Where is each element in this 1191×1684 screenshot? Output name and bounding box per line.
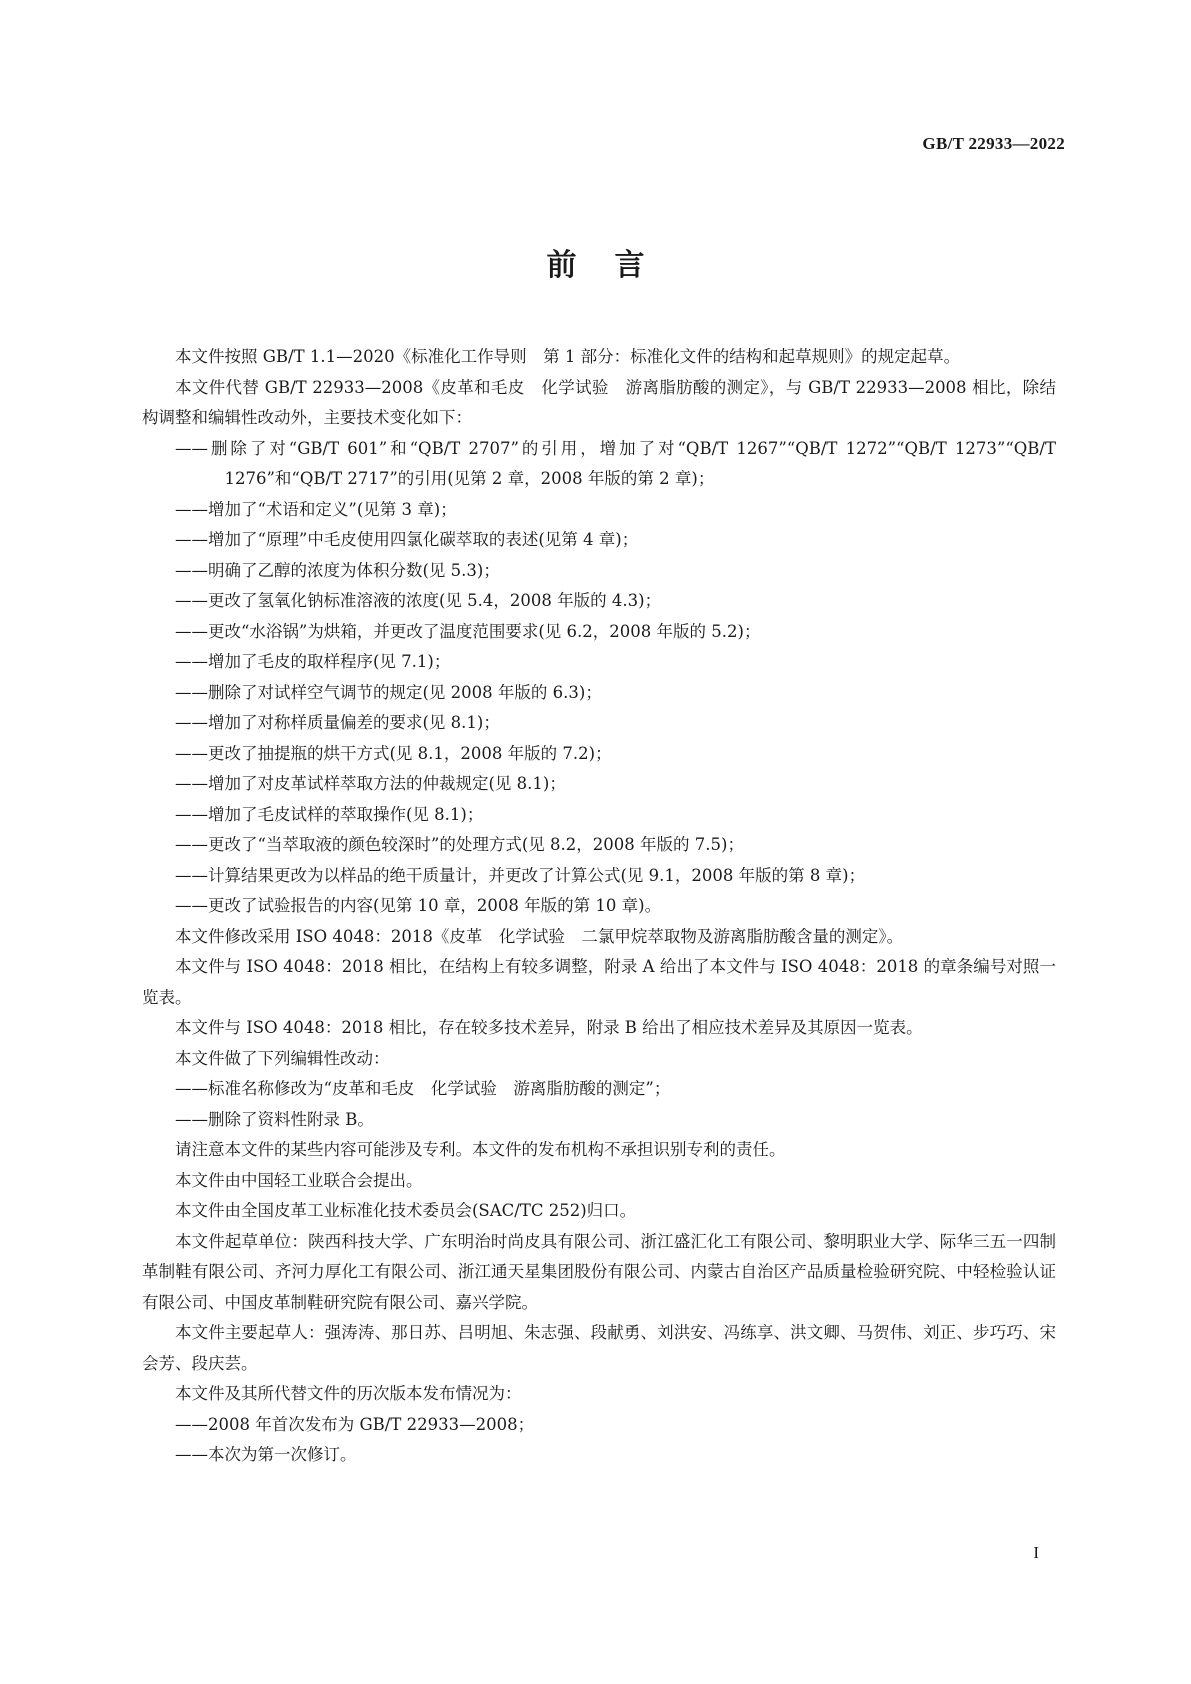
page-number: I [1033, 1543, 1039, 1562]
paragraph: 本文件由中国轻工业联合会提出。 [175, 1170, 423, 1190]
list-item: ——标准名称修改为“皮革和毛皮 化学试验 游离脂肪酸的测定”； [175, 1079, 671, 1098]
paragraph: 本文件由全国皮革工业标准化技术委员会(SAC/TC 252)归口。 [175, 1201, 637, 1220]
list-item: ——增加了“术语和定义”(见第 3 章)； [175, 499, 457, 519]
list-item: ——更改“水浴锅”为烘箱，并更改了温度范围要求(见 6.2，2008 年版的 5.2)； [175, 621, 761, 641]
paragraph: 本文件按照 GB/T 1.1—2020《标准化工作导则 第 1 部分：标准化文件的结构和起草规则》的规定起草。 [175, 347, 961, 366]
list-item: ——更改了抽提瓶的烘干方式(见 8.1，2008 年版的 7.2)； [175, 743, 612, 763]
paragraph: 本文件起草单位：陕西科技大学、广东明治时尚皮具有限公司、浙江盛汇化工有限公司、黎明职业大学、际华三五一四制革制鞋有限公司、齐河力厚化工有限公司、浙江通天星集团股份有限公司、内蒙古自治区产品质量检验研究院、中轻检验认证有限公司、中国皮革制鞋研究院有限公司、嘉兴学院。 [142, 1231, 1056, 1312]
list-item: ——删除了对“GB/T 601”和“QB/T 2707”的引用，增加了对“QB/T 1267”“QB/T 1272”“QB/T 1273”“QB/T 1276”和“QB/T 2717”的引用(见第 2 章，2008 年版的第 2 章)； [175, 438, 1056, 488]
paragraph: 请注意本文件的某些内容可能涉及专利。本文件的发布机构不承担识别专利的责任。 [175, 1140, 786, 1159]
paragraph: 本文件主要起草人：强涛涛、那日苏、吕明旭、朱志强、段献勇、刘洪安、冯练享、洪文卿、马贺伟、刘正、步巧巧、宋会芳、段庆芸。 [142, 1323, 1056, 1373]
paragraph: 本文件与 ISO 4048：2018 相比，存在较多技术差异，附录 B 给出了相应技术差异及其原因一览表。 [175, 1018, 923, 1037]
list-item: ——删除了对试样空气调节的规定(见 2008 年版的 6.3)； [175, 682, 602, 702]
list-item: ——增加了对皮革试样萃取方法的仲裁规定(见 8.1)； [175, 774, 566, 793]
list-item: ——本次为第一次修订。 [175, 1445, 357, 1464]
list-item: ——增加了毛皮试样的萃取操作(见 8.1)； [175, 804, 484, 824]
list-item: ——2008 年首次发布为 GB/T 22933—2008； [175, 1414, 535, 1434]
list-item: ——计算结果更改为以样品的绝干质量计，并更改了计算公式(见 9.1，2008 年版的第 8 章)； [175, 865, 866, 885]
list-item: ——增加了毛皮的取样程序(见 7.1)； [175, 652, 451, 671]
paragraph: 本文件及其所代替文件的历次版本发布情况为： [175, 1384, 522, 1403]
page-title: 前言 [546, 248, 683, 283]
list-item: ——增加了对称样质量偏差的要求(见 8.1)； [175, 713, 500, 732]
paragraph: 本文件修改采用 ISO 4048：2018《皮革 化学试验 二氯甲烷萃取物及游离脂肪酸含量的测定》。 [175, 926, 904, 946]
list-item: ——更改了试验报告的内容(见第 10 章，2008 年版的第 10 章)。 [175, 896, 662, 915]
standard-code: GB/T 22933—2022 [922, 134, 1065, 153]
list-item: ——更改了氢氧化钠标准溶液的浓度(见 5.4，2008 年版的 4.3)； [175, 591, 662, 610]
document-body [142, 342, 1056, 1471]
list-item: ——更改了“当萃取液的颜色较深时”的处理方式(见 8.2，2008 年版的 7.5)； [175, 835, 744, 854]
list-item: ——明确了乙醇的浓度为体积分数(见 5.3)； [175, 560, 500, 580]
paragraph: 本文件与 ISO 4048：2018 相比，在结构上有较多调整，附录 A 给出了本文件与 ISO 4048：2018 的章条编号对照一览表。 [142, 957, 1056, 1007]
list-item: ——删除了资料性附录 B。 [175, 1109, 374, 1129]
paragraph: 本文件代替 GB/T 22933—2008《皮革和毛皮 化学试验 游离脂肪酸的测定》，与 GB/T 22933—2008 相比，除结构调整和编辑性改动外，主要技术变化如下： [142, 377, 1056, 427]
list-item: ——增加了“原理”中毛皮使用四氯化碳萃取的表述(见第 4 章)； [175, 530, 639, 549]
paragraph: 本文件做了下列编辑性改动： [175, 1048, 390, 1068]
